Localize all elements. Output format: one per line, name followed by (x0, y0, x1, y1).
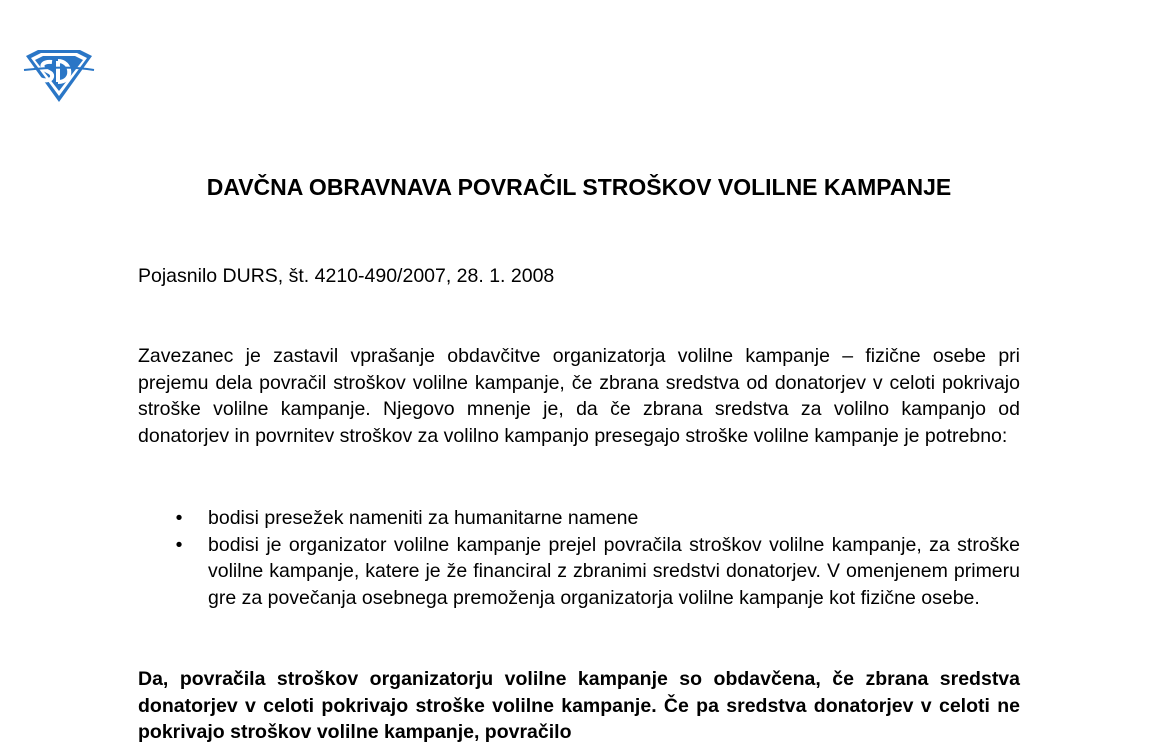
sd-shield-logo (22, 48, 96, 104)
bullet-icon: • (175, 533, 183, 556)
bullet-icon: • (175, 507, 183, 529)
answer-paragraph: Da, povračila stroškov organizatorju volilne kampanje so obdavčena, če zbrana sredstva donatorjev v celoti pokrivajo stroške volilne kampanje. Če pa sredstva donatorjev v celoti ne pokrivajo stroškov volilne kampanje, povračilo (138, 668, 1020, 743)
list-item (138, 532, 1020, 612)
list-item-text: bodisi je organizator volilne kampanje prejel povračila stroškov volilne kampanje, za stroške volilne kampanje, katere je že financiral z zbranimi sredstvi donatorjev. V omenjenem primeru gre za povečanja osebnega premoženja organizatorja volilne kampanje kot fizične osebe. (208, 533, 1020, 609)
intro-paragraph: Zavezanec je zastavil vprašanje obdavčitve organizatorja volilne kampanje – fizične osebe pri prejemu dela povračil stroškov volilne kampanje, če zbrana sredstva od donatorjev v celoti pokrivajo stroške volilne kampanje. Njegovo mnenje je, da če zbrana sredstva za volilno kampanjo od donatorjev in povrnitev stroškov za volilno kampanjo presegajo stroške volilne kampanje je potrebno: (138, 345, 1020, 447)
reference-line: Pojasnilo DURS, št. 4210-490/2007, 28. 1. 2008 (138, 265, 555, 287)
list-item (138, 505, 1020, 532)
list-item-text: bodisi presežek nameniti za humanitarne namene (208, 507, 639, 529)
bullet-list (138, 505, 1020, 611)
document-title: DAVČNA OBRAVNAVA POVRAČIL STROŠKOV VOLILNE KAMPANJE (206, 174, 952, 200)
